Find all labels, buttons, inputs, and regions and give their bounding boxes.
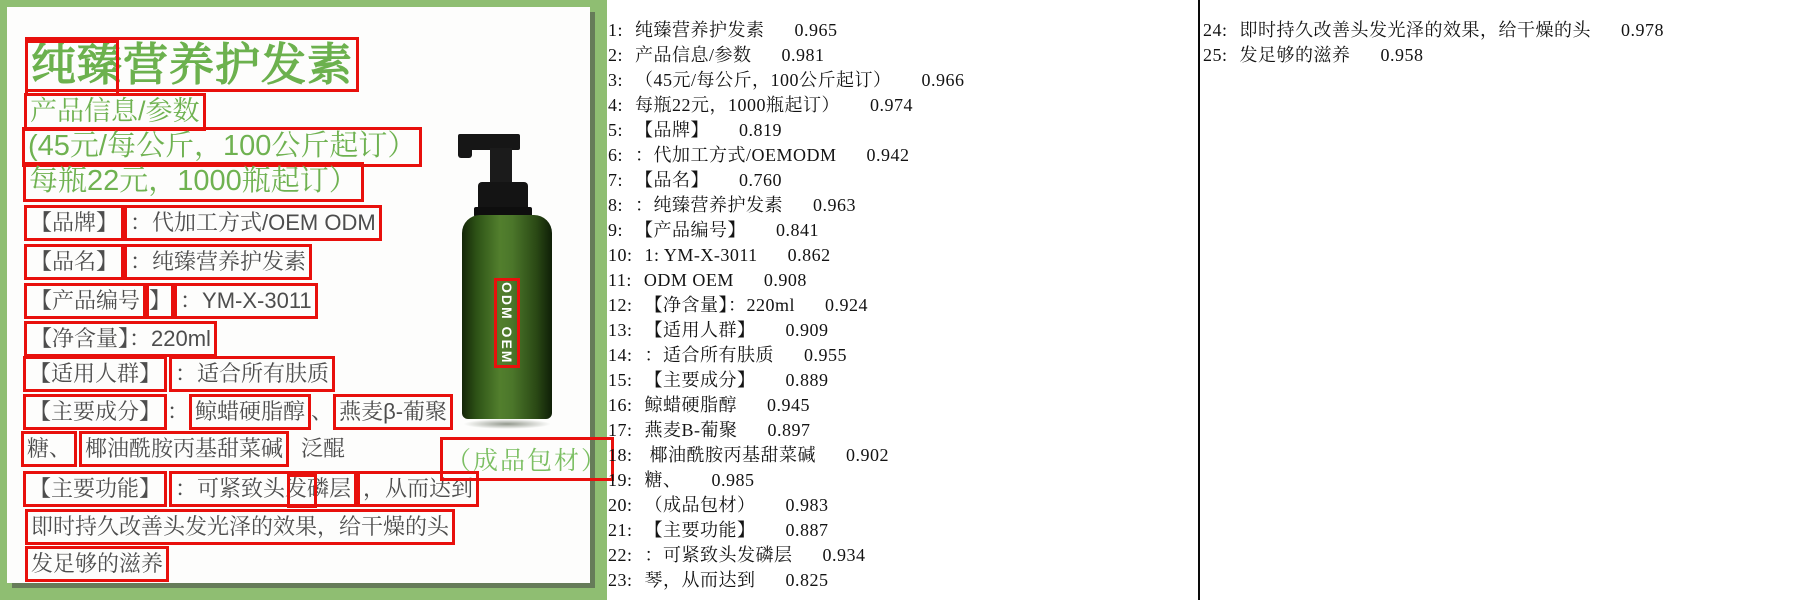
- product-title: 纯臻营养护发素: [25, 37, 359, 92]
- brand-row: [24, 205, 382, 241]
- ocr-line-text: ：纯臻营养护发素: [635, 195, 784, 215]
- ingredients-row: [23, 394, 453, 430]
- ocr-line-score: 0.955: [804, 345, 848, 365]
- ocr-line-text: 纯臻营养护发素: [635, 20, 765, 40]
- ocr-line-text: 【品名】: [635, 170, 710, 190]
- ocr-result-line: [608, 343, 965, 368]
- ocr-line-score: 0.760: [739, 170, 783, 190]
- ocr-line-text: ODM OEM: [643, 270, 734, 290]
- product-image-panel: [0, 0, 607, 600]
- function-label: 【主要功能】: [23, 471, 167, 507]
- sku-bracket: 】: [146, 283, 174, 319]
- audience-value: ：适合所有肤质: [169, 356, 335, 392]
- brand-value: ：代加工方式/OEM ODM: [124, 205, 382, 241]
- ocr-line-index: 23:: [608, 570, 633, 590]
- ocr-line-text: 【净含量】：220ml: [644, 295, 796, 315]
- ocr-line-index: 21:: [608, 520, 633, 540]
- bottle-label: ODM OEM: [494, 278, 520, 368]
- ocr-line-score: 0.978: [1621, 20, 1665, 40]
- column-divider: [1198, 0, 1200, 600]
- ocr-line-text: （成品包材）: [644, 495, 756, 515]
- ocr-line-text: 【品牌】: [635, 120, 710, 140]
- ocr-result-line: [608, 18, 965, 43]
- product-info-line-1: 产品信息/参数: [24, 93, 206, 131]
- ocr-line-index: 11:: [608, 270, 632, 290]
- ocr-line-index: 14:: [608, 345, 633, 365]
- ocr-line-score: 0.887: [785, 520, 829, 540]
- ocr-line-text: 【主要功能】: [644, 520, 756, 540]
- ocr-result-line: [608, 218, 965, 243]
- ocr-line-index: 3:: [608, 70, 624, 90]
- ocr-line-index: 4:: [608, 95, 624, 115]
- ocr-result-line: [608, 293, 965, 318]
- pump-stem-icon: [490, 148, 512, 184]
- ocr-line-text: 【适用人群】: [644, 320, 756, 340]
- ocr-line-text: 燕麦B-葡聚: [644, 420, 738, 440]
- ocr-line-text: 椰油酰胺丙基甜菜碱: [644, 445, 817, 465]
- ocr-result-line: [608, 393, 965, 418]
- ocr-line-index: 5:: [608, 120, 624, 140]
- ocr-result-line: [608, 243, 965, 268]
- ocr-line-score: 0.825: [785, 570, 829, 590]
- ocr-result-line: [608, 418, 965, 443]
- ocr-result-line: [608, 368, 965, 393]
- ocr-result-line: [1203, 18, 1664, 43]
- function-line-2: 即时持久改善头发光泽的效果，给干燥的头: [25, 509, 455, 545]
- ingredient-3: 糖、: [21, 431, 77, 467]
- function-row-2: [25, 509, 455, 545]
- audience-label: 【适用人群】: [23, 356, 167, 392]
- ocr-line-index: 13:: [608, 320, 633, 340]
- ingredient-4: 椰油酰胺丙基甜菜碱: [79, 431, 289, 467]
- ocr-result-line: [608, 268, 965, 293]
- ocr-line-text: 鲸蜡硬脂醇: [644, 395, 738, 415]
- ocr-result-line: [608, 93, 965, 118]
- ocr-line-text: 【产品编号】: [635, 220, 747, 240]
- price-row-1: [22, 127, 422, 167]
- ocr-line-index: 20:: [608, 495, 633, 515]
- ocr-bbox-title-sub: [25, 40, 119, 96]
- ocr-line-index: 10:: [608, 245, 633, 265]
- ocr-line-text: 发足够的滋养: [1239, 45, 1351, 65]
- price-row-2: [23, 162, 364, 202]
- bottle-shadow: [463, 419, 551, 429]
- ocr-line-score: 0.981: [781, 45, 825, 65]
- ocr-line-score: 0.924: [825, 295, 869, 315]
- ocr-line-score: 0.963: [813, 195, 857, 215]
- ocr-line-index: 9:: [608, 220, 624, 240]
- name-label: 【品名】: [24, 244, 124, 280]
- ocr-result-line: [608, 568, 965, 593]
- ocr-line-score: 0.966: [921, 70, 965, 90]
- ocr-line-text: ：代加工方式/OEMODM: [635, 145, 837, 165]
- price-line-2: 每瓶22元，1000瓶起订）: [23, 162, 364, 202]
- product-info-row: [24, 93, 206, 131]
- ocr-result-line: [1203, 43, 1664, 68]
- ocr-result-line: [608, 468, 965, 493]
- ocr-line-score: 0.909: [785, 320, 829, 340]
- ocr-line-score: 0.985: [711, 470, 755, 490]
- ingredient-2: 燕麦β-葡聚: [333, 394, 453, 430]
- ingredient-5: 泛醌: [301, 436, 346, 461]
- ocr-results-column-2: [1203, 18, 1664, 68]
- ocr-line-score: 0.819: [739, 120, 783, 140]
- ocr-line-score: 0.945: [767, 395, 811, 415]
- ocr-result-line: [608, 43, 965, 68]
- ocr-line-text: 1: YM-X-3011: [644, 245, 758, 265]
- ocr-line-index: 6:: [608, 145, 624, 165]
- ocr-results-column-1: [608, 18, 965, 593]
- brand-label: 【品牌】: [24, 205, 124, 241]
- function-line-3: 发足够的滋养: [25, 546, 169, 582]
- function-row-3: [25, 546, 169, 582]
- ocr-line-index: 18:: [608, 445, 633, 465]
- ocr-line-index: 7:: [608, 170, 624, 190]
- sku-row: [24, 283, 318, 319]
- ocr-line-score: 0.983: [785, 495, 829, 515]
- ocr-result-line: [608, 543, 965, 568]
- ocr-line-index: 8:: [608, 195, 624, 215]
- ocr-line-text: （45元/每公斤，100公斤起订）: [635, 70, 892, 90]
- name-value: ：纯臻营养护发素: [124, 244, 312, 280]
- volume-value: 【净含量】：220ml: [24, 321, 217, 357]
- pump-spout-icon: [458, 146, 472, 158]
- ocr-line-score: 0.934: [822, 545, 866, 565]
- pump-collar-icon: [478, 182, 528, 209]
- ocr-line-index: 16:: [608, 395, 633, 415]
- function-value-1: ：可紧致头发磷层: [169, 471, 357, 507]
- ocr-line-score: 0.902: [846, 445, 890, 465]
- packaging-note: （成品包材）: [440, 437, 614, 481]
- ocr-line-index: 24:: [1203, 20, 1228, 40]
- ocr-result-line: [608, 193, 965, 218]
- ingredients-colon: ：: [167, 399, 190, 424]
- name-row: [24, 244, 312, 280]
- ocr-line-score: 0.908: [763, 270, 807, 290]
- ocr-line-index: 15:: [608, 370, 633, 390]
- ocr-result-line: [608, 143, 965, 168]
- ocr-result-line: [608, 518, 965, 543]
- audience-row: [23, 356, 335, 392]
- ocr-line-score: 0.965: [794, 20, 838, 40]
- ocr-line-text: 琴，从而达到: [644, 570, 756, 590]
- ocr-result-line: [608, 168, 965, 193]
- ocr-result-line: [608, 493, 965, 518]
- ocr-result-line: [608, 68, 965, 93]
- ingredient-separator: 、: [311, 399, 334, 424]
- sku-label: 【产品编号: [24, 283, 146, 319]
- sku-value: ：YM-X-3011: [174, 283, 318, 319]
- ocr-result-line: [608, 443, 965, 468]
- ocr-result-line: [608, 118, 965, 143]
- ocr-line-score: 0.942: [866, 145, 910, 165]
- ocr-line-text: ：适合所有肤质: [644, 345, 775, 365]
- ingredients-row-2: [21, 431, 345, 467]
- ocr-line-text: 糖、: [644, 470, 682, 490]
- volume-row: [24, 321, 217, 357]
- ocr-line-score: 0.974: [870, 95, 914, 115]
- ocr-line-score: 0.889: [785, 370, 829, 390]
- function-value-2: ，从而达到: [357, 471, 479, 507]
- ocr-line-text: 每瓶22元，1000瓶起订）: [635, 95, 841, 115]
- ocr-line-text: 产品信息/参数: [635, 45, 752, 65]
- ocr-line-text: 即时持久改善头发光泽的效果，给干燥的头: [1239, 20, 1592, 40]
- ocr-line-score: 0.958: [1380, 45, 1424, 65]
- ocr-line-index: 1:: [608, 20, 624, 40]
- ocr-line-index: 22:: [608, 545, 633, 565]
- ingredients-label: 【主要成分】: [23, 394, 167, 430]
- ocr-line-text: 【主要成分】: [644, 370, 756, 390]
- ocr-line-index: 25:: [1203, 45, 1228, 65]
- packaging-note-row: [440, 437, 614, 481]
- ocr-line-score: 0.841: [776, 220, 820, 240]
- ocr-line-index: 2:: [608, 45, 624, 65]
- ocr-line-index: 19:: [608, 470, 633, 490]
- ocr-bbox-function-char: [287, 474, 317, 508]
- price-line-1: (45元/每公斤，100公斤起订）: [22, 127, 422, 167]
- ocr-line-text: ：可紧致头发磷层: [644, 545, 793, 565]
- ocr-result-line: [608, 318, 965, 343]
- ocr-line-index: 12:: [608, 295, 633, 315]
- ocr-line-score: 0.862: [787, 245, 831, 265]
- ocr-line-score: 0.897: [767, 420, 811, 440]
- ingredient-1: 鲸蜡硬脂醇: [189, 394, 311, 430]
- ocr-line-index: 17:: [608, 420, 633, 440]
- function-row: [23, 471, 479, 507]
